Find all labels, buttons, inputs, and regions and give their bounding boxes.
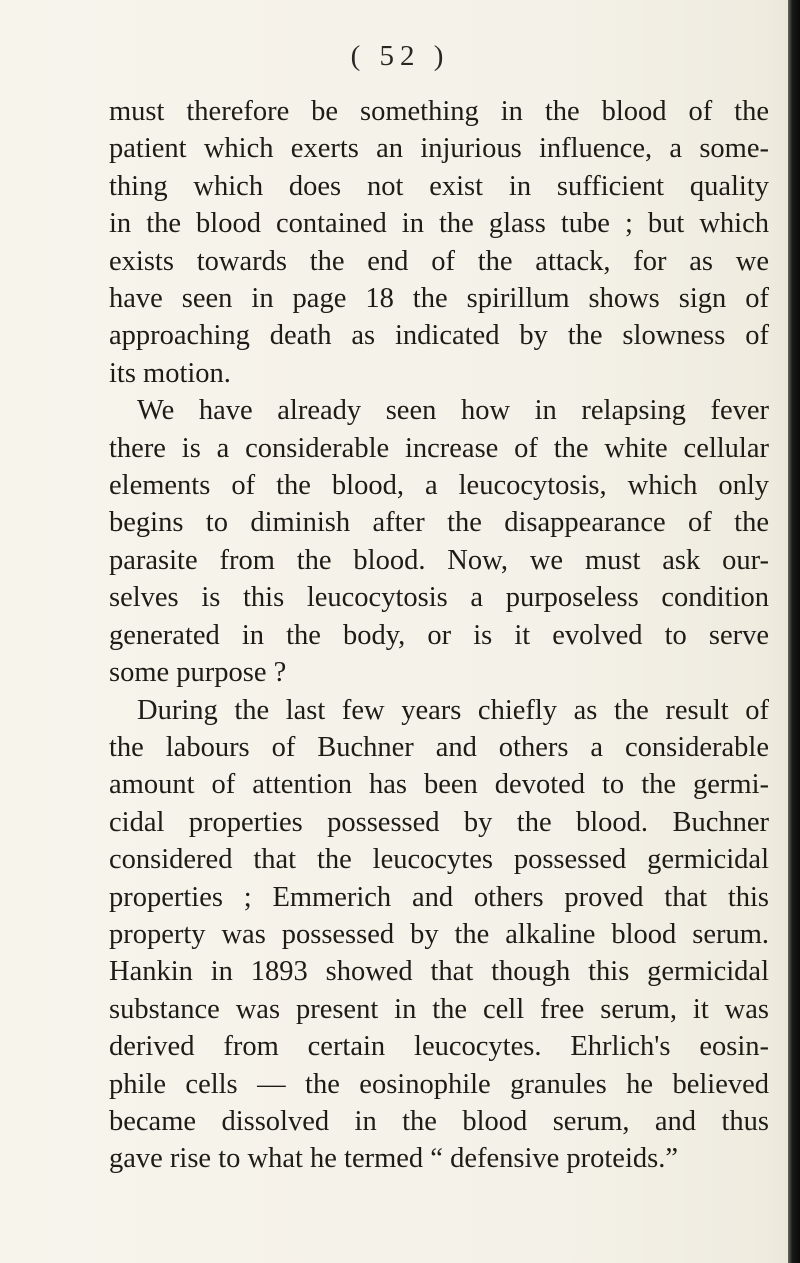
text-line: patient which exerts an injurious influence, a some- — [109, 133, 769, 165]
text-line: derived from certain leucocytes. Ehrlich's eosin- — [109, 1031, 769, 1063]
text-line: parasite from the blood. Now, we must ask our- — [109, 544, 769, 576]
text-line: cidal properties possessed by the blood. Buchner — [109, 806, 769, 838]
text-line: must therefore be something in the blood of the — [109, 96, 769, 127]
text-line: exists towards the end of the attack, for as we — [109, 245, 769, 277]
text-line: begins to diminish after the disappearance of the — [109, 507, 769, 539]
text-line: some purpose ? — [109, 657, 287, 689]
text-line: have seen in page 18 the spirillum shows sign of — [109, 283, 769, 315]
text-line: approaching death as indicated by the slowness of — [109, 320, 769, 352]
text-line: Hankin in 1893 showed that though this germicidal — [109, 956, 769, 988]
text-line: properties ; Emmerich and others proved that this — [109, 881, 769, 913]
text-line: generated in the body, or is it evolved to serve — [109, 619, 769, 651]
text-line: selves is this leucocytosis a purposeless condition — [109, 582, 769, 614]
text-line: its motion. — [109, 357, 231, 389]
text-line: considered that the leucocytes possessed germicidal — [109, 844, 769, 876]
page-edge-shadow — [788, 0, 800, 1263]
text-line: substance was present in the cell free serum, it was — [109, 993, 769, 1025]
text-line: in the blood contained in the glass tube ; but which — [109, 208, 769, 240]
text-line: there is a considerable increase of the white cellular — [109, 432, 769, 464]
text-line: thing which does not exist in sufficient quality — [109, 170, 769, 202]
text-line: the labours of Buchner and others a considerable — [109, 731, 769, 763]
text-line: phile cells — the eosinophile granules he believed — [109, 1068, 769, 1100]
page-number: ( 52 ) — [350, 40, 450, 72]
body-text — [109, 93, 769, 1178]
text-line: gave rise to what he termed “ defensive proteids.” — [109, 1143, 678, 1175]
text-line: property was possessed by the alkaline blood serum. — [109, 918, 769, 950]
text-line: became dissolved in the blood serum, and thus — [109, 1105, 769, 1137]
text-line: elements of the blood, a leucocytosis, which only — [109, 470, 769, 502]
text-line: amount of attention has been devoted to the germi- — [109, 769, 769, 801]
text-line: During the last few years chiefly as the result of — [137, 694, 769, 726]
text-line: We have already seen how in relapsing fever — [137, 395, 769, 427]
